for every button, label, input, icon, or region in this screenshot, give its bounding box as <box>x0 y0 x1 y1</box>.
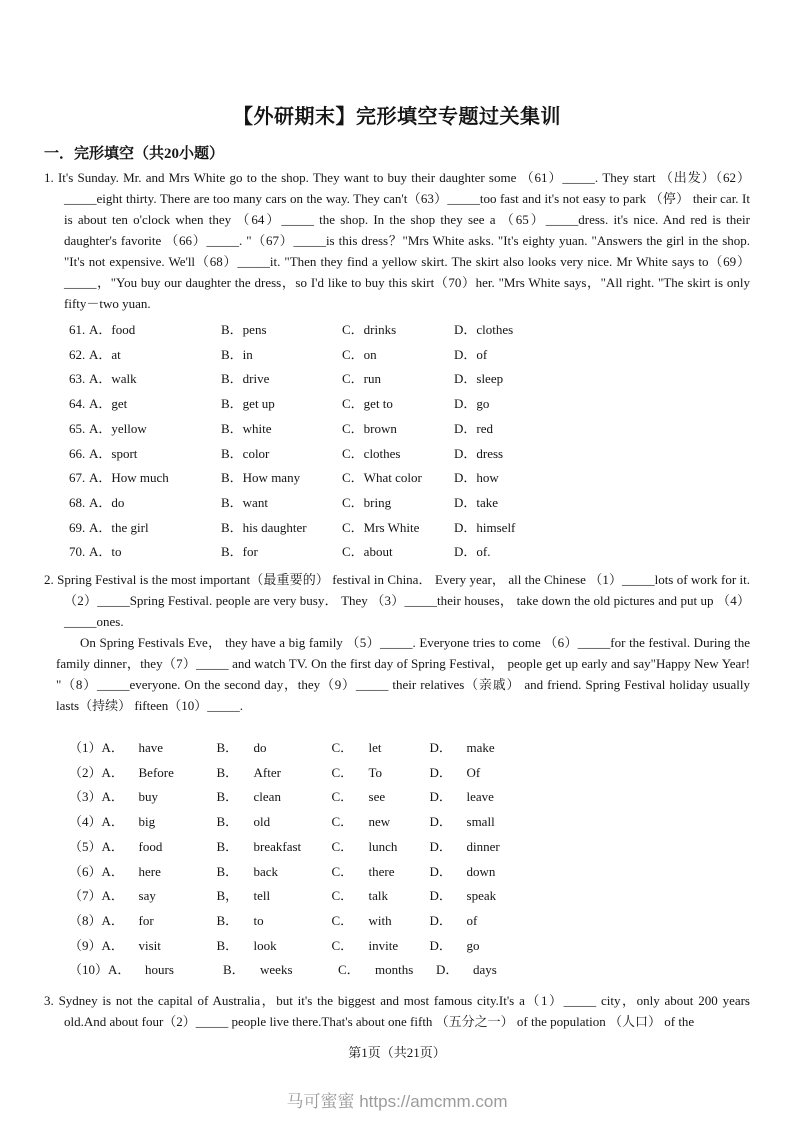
section-heading: 一．完形填空（共20小题） <box>44 146 225 162</box>
option-choice <box>342 343 454 368</box>
option-letter: C． <box>342 519 364 535</box>
option-choice <box>89 392 221 417</box>
option-text: say <box>138 888 156 904</box>
passage-paragraph: 2. Spring Festival is the most important（最重要的） festival in China． Every year， all the Chinese （1）_____lots of work for it. （2）_____Spring Festival. people are very busy． They （3）_____their houses， take down the old pictures and put up （4）_____ones. <box>44 572 750 630</box>
option-text: drive <box>242 371 270 387</box>
option-number: （7） <box>69 888 102 904</box>
option-letter: D． <box>454 371 477 387</box>
option-choice <box>102 810 217 835</box>
option-letter: C． <box>338 962 360 978</box>
option-choice <box>89 442 221 467</box>
option-text: on <box>363 346 377 362</box>
option-text: visit <box>138 937 161 953</box>
option-text: here <box>138 863 161 879</box>
option-text: How many <box>242 470 301 486</box>
option-number: 68. <box>69 494 86 510</box>
option-choice <box>430 785 750 810</box>
option-letter: A． <box>101 912 124 928</box>
option-letter: A． <box>101 888 124 904</box>
option-choice <box>221 318 342 343</box>
option-text: get up <box>242 396 275 412</box>
option-text: brown <box>363 420 397 436</box>
option-choice <box>454 367 750 392</box>
option-text: talk <box>368 888 389 904</box>
option-text: get <box>111 396 128 412</box>
option-letter: A． <box>89 445 112 461</box>
option-choice <box>342 318 454 343</box>
option-letter: C． <box>342 420 364 436</box>
option-choice <box>332 736 430 761</box>
option-choice <box>342 417 454 442</box>
option-choice <box>221 343 342 368</box>
option-letter: B， <box>216 888 239 904</box>
option-choice <box>89 491 221 516</box>
option-text: Of <box>466 764 481 780</box>
option-choice <box>454 466 750 491</box>
option-letter: C． <box>331 863 354 879</box>
option-text: of. <box>476 544 491 560</box>
option-letter: B． <box>221 470 243 486</box>
option-text: clean <box>253 789 281 805</box>
option-number: 65. <box>69 420 86 436</box>
option-choice <box>436 958 750 983</box>
option-text: breakfast <box>253 838 302 854</box>
option-letter: D． <box>429 888 452 904</box>
option-text: old <box>253 814 271 830</box>
option-letter: D． <box>429 789 452 805</box>
passage-paragraph: On Spring Festivals Eve， they have a big family （5）_____. Everyone tries to come （6）_____for the festival. During the family dinner，they（7）_____ and watch TV. On the first day of Spring Festival， people get up early and say"Happy New Year! "（8）_____everyone. On the second day，they（9）_____ their relatives（亲戚） and friend. Spring Festival holiday usually lasts（持续） fifteen（10）_____. <box>56 635 750 714</box>
option-letter: B． <box>221 371 243 387</box>
option-row <box>69 491 750 516</box>
option-choice <box>430 860 750 885</box>
option-choice <box>217 909 332 934</box>
option-letter: A． <box>89 494 112 510</box>
passage-paragraph: 1. It's Sunday. Mr. and Mrs White go to the shop. They want to buy their daughter some （61）_____. They start （出发）（62）_____eight thirty. There are too many cars on the way. They can't（63）_____too fast and it's not easy to park （停） their car. It is about ten o'clock when they （64）_____ the shop. In the shop they see a （65）_____dress. it's nice. And red is their daughter's favorite （66）_____. "（67）_____is this dress？"Mrs White asks. "It's eighty yuan. "Answers the girl in the shop. "It's not expensive. We'll（68）_____it. "Then they find a yellow skirt. The skirt also looks very nice. Mr White says to（69）_____，"You buy our daughter the dress，so I'd like to buy this skirt（70）her. "Mrs White says，"All right. "The skirt is only fifty－two yuan. <box>44 170 750 311</box>
option-letter: A． <box>101 789 124 805</box>
option-row <box>69 442 750 467</box>
option-text: food <box>111 322 136 337</box>
option-row <box>69 958 750 983</box>
option-choice <box>217 835 332 860</box>
option-choice <box>454 491 750 516</box>
option-text: yellow <box>111 420 147 436</box>
option-letter: D． <box>429 814 452 830</box>
option-choice <box>454 392 750 417</box>
option-choice <box>430 810 750 835</box>
option-text: sport <box>111 445 138 461</box>
option-text: there <box>368 863 395 879</box>
option-letter: B． <box>221 519 243 535</box>
option-letter: B． <box>216 937 239 953</box>
option-choice <box>102 761 217 786</box>
options-grid-q1 <box>69 318 750 565</box>
option-choice <box>89 466 221 491</box>
option-text: weeks <box>260 962 293 978</box>
option-text: red <box>476 420 493 436</box>
option-number: （3） <box>69 789 102 805</box>
option-letter: A． <box>101 764 124 780</box>
option-row <box>69 736 750 761</box>
option-choice <box>102 785 217 810</box>
option-letter: A． <box>101 937 124 953</box>
option-choice <box>221 392 342 417</box>
option-choice <box>332 835 430 860</box>
option-row <box>69 934 750 959</box>
option-row <box>69 909 750 934</box>
option-row <box>69 810 750 835</box>
option-text: of <box>466 912 478 928</box>
option-letter: B． <box>221 445 243 461</box>
option-choice <box>342 491 454 516</box>
passage-paragraph: 3. Sydney is not the capital of Australia，but it's the biggest and most famous city.It's a（1）_____ city，only about 200 years old.And about four（2）_____ people live there.That's about one fifth （五分之一） of the population （人口） of the <box>44 993 750 1030</box>
option-text: do <box>111 494 125 510</box>
option-text: how <box>476 470 499 486</box>
option-choice <box>430 835 750 860</box>
option-text: buy <box>138 789 159 805</box>
option-letter: B． <box>216 863 239 879</box>
question-2 <box>44 569 750 983</box>
option-letter: A． <box>89 396 112 412</box>
option-text: hours <box>145 962 174 978</box>
option-text: new <box>368 814 391 830</box>
option-number: 62. <box>69 346 86 362</box>
option-text: food <box>138 838 163 854</box>
option-letter: B． <box>216 740 239 756</box>
option-row <box>69 343 750 368</box>
option-row <box>69 540 750 565</box>
option-number: （9） <box>69 937 102 953</box>
option-number: 69. <box>69 519 86 535</box>
option-letter: B． <box>221 420 243 436</box>
option-text: in <box>242 346 253 362</box>
option-letter: D． <box>436 962 459 978</box>
option-choice <box>454 417 750 442</box>
option-text: clothes <box>476 322 514 337</box>
option-choice <box>454 540 750 565</box>
option-letter: C． <box>331 814 354 830</box>
option-number: 70. <box>69 544 86 560</box>
options-grid-q2 <box>69 736 750 983</box>
option-text: What color <box>363 470 422 486</box>
option-number: 63. <box>69 371 86 387</box>
option-text: of <box>476 346 488 362</box>
option-choice <box>430 909 750 934</box>
option-number: （8） <box>69 912 102 928</box>
option-text: see <box>368 789 386 805</box>
option-choice <box>108 958 223 983</box>
option-choice <box>89 417 221 442</box>
option-choice <box>217 761 332 786</box>
option-choice <box>221 491 342 516</box>
option-text: walk <box>111 371 137 387</box>
option-text: small <box>466 814 495 830</box>
option-number: 64. <box>69 396 86 412</box>
option-text: let <box>368 740 382 756</box>
option-letter: C． <box>342 470 364 486</box>
option-text: white <box>242 420 272 436</box>
option-number: 67. <box>69 470 86 486</box>
option-letter: C． <box>331 912 354 928</box>
option-choice <box>332 810 430 835</box>
option-letter: B． <box>221 396 243 412</box>
option-choice <box>89 516 221 541</box>
option-letter: D． <box>429 740 452 756</box>
option-number: （5） <box>69 838 102 854</box>
option-choice <box>338 958 436 983</box>
option-text: leave <box>466 789 494 805</box>
option-row <box>69 835 750 860</box>
option-letter: A． <box>89 346 112 362</box>
option-number: 66. <box>69 445 86 461</box>
option-letter: B． <box>221 322 243 337</box>
option-choice <box>89 540 221 565</box>
option-row <box>69 417 750 442</box>
option-letter: D． <box>429 764 452 780</box>
option-letter: A． <box>101 740 124 756</box>
option-letter: D． <box>454 494 477 510</box>
option-letter: D． <box>429 838 452 854</box>
question-3 <box>44 990 750 1032</box>
option-choice <box>332 884 430 909</box>
option-text: run <box>363 371 382 387</box>
option-row <box>69 884 750 909</box>
option-choice <box>454 442 750 467</box>
option-text: about <box>363 544 393 560</box>
option-choice <box>430 884 750 909</box>
option-text: do <box>253 740 267 756</box>
option-row <box>69 860 750 885</box>
option-letter: A． <box>89 322 112 337</box>
option-letter: D． <box>454 396 477 412</box>
option-text: sleep <box>476 371 504 387</box>
option-row <box>69 367 750 392</box>
option-letter: C． <box>331 937 354 953</box>
option-choice <box>102 884 217 909</box>
option-text: go <box>466 937 480 953</box>
option-choice <box>342 442 454 467</box>
option-letter: D． <box>454 420 477 436</box>
option-letter: D． <box>454 445 477 461</box>
option-text: for <box>138 912 154 928</box>
option-text: big <box>138 814 156 830</box>
option-text: back <box>253 863 279 879</box>
option-choice <box>217 736 332 761</box>
option-letter: B． <box>216 838 239 854</box>
option-text: at <box>111 346 121 362</box>
option-choice <box>223 958 338 983</box>
option-text: his daughter <box>242 519 307 535</box>
option-letter: C． <box>331 764 354 780</box>
option-choice <box>221 540 342 565</box>
option-letter: B． <box>216 789 239 805</box>
option-letter: C． <box>342 544 364 560</box>
question-1 <box>44 167 750 565</box>
page-number: 第1页（共21页） <box>348 1045 446 1061</box>
option-choice <box>454 343 750 368</box>
option-text: make <box>466 740 495 756</box>
option-letter: B． <box>216 912 239 928</box>
option-number: （10） <box>69 962 109 978</box>
option-choice <box>89 343 221 368</box>
option-letter: C． <box>342 494 364 510</box>
option-text: the girl <box>111 519 149 535</box>
option-letter: B． <box>221 544 243 560</box>
option-number: （2） <box>69 764 102 780</box>
option-letter: B． <box>221 346 243 362</box>
option-letter: A． <box>89 371 112 387</box>
option-choice <box>332 860 430 885</box>
option-letter: C． <box>342 346 364 362</box>
option-choice <box>342 466 454 491</box>
option-row <box>69 318 750 343</box>
option-text: lunch <box>368 838 398 854</box>
option-letter: A． <box>89 420 112 436</box>
option-choice <box>332 934 430 959</box>
option-choice <box>332 909 430 934</box>
option-letter: D． <box>454 470 477 486</box>
option-text: get to <box>363 396 393 412</box>
option-number: （4） <box>69 814 102 830</box>
option-text: want <box>242 494 268 510</box>
option-choice <box>342 540 454 565</box>
option-text: dinner <box>466 838 500 854</box>
option-letter: C． <box>331 740 354 756</box>
option-letter: B． <box>223 962 245 978</box>
option-text: for <box>242 544 258 560</box>
option-text: color <box>242 445 270 461</box>
option-text: bring <box>363 494 392 510</box>
option-row <box>69 466 750 491</box>
option-choice <box>332 785 430 810</box>
option-choice <box>430 761 750 786</box>
option-row <box>69 392 750 417</box>
option-choice <box>102 860 217 885</box>
option-choice <box>217 860 332 885</box>
option-text: How much <box>111 470 169 486</box>
option-text: take <box>476 494 499 510</box>
option-letter: D． <box>429 912 452 928</box>
option-choice <box>217 934 332 959</box>
option-choice <box>102 835 217 860</box>
option-number: 61. <box>69 322 86 337</box>
option-choice <box>430 736 750 761</box>
option-text: days <box>473 962 497 978</box>
option-choice <box>430 934 750 959</box>
option-letter: D． <box>454 544 477 560</box>
option-row <box>69 761 750 786</box>
option-letter: C． <box>342 396 364 412</box>
option-text: Before <box>138 764 174 780</box>
option-text: go <box>476 396 490 412</box>
option-text: down <box>466 863 496 879</box>
option-letter: A． <box>101 838 124 854</box>
watermark-link: 马可蜜蜜 https://amcmm.com <box>286 1092 508 1112</box>
option-text: After <box>253 764 281 780</box>
option-letter: D． <box>429 937 452 953</box>
option-letter: B． <box>216 814 239 830</box>
option-row <box>69 785 750 810</box>
option-choice <box>217 884 332 909</box>
option-letter: A． <box>89 544 112 560</box>
option-text: have <box>138 740 164 756</box>
option-text: look <box>253 937 277 953</box>
option-choice <box>102 934 217 959</box>
option-letter: C． <box>342 371 364 387</box>
option-letter: D． <box>454 519 477 535</box>
option-text: To <box>368 764 383 780</box>
option-letter: A． <box>89 470 112 486</box>
option-number: （6） <box>69 863 102 879</box>
option-text: drinks <box>363 322 397 337</box>
option-text: himself <box>476 519 516 535</box>
option-text: pens <box>242 322 267 337</box>
option-letter: A． <box>108 962 131 978</box>
option-letter: C． <box>331 888 354 904</box>
option-choice <box>342 516 454 541</box>
option-letter: D． <box>429 863 452 879</box>
option-text: with <box>368 912 392 928</box>
document-title: 【外研期末】完形填空专题过关集训 <box>233 106 561 128</box>
option-letter: D． <box>454 346 477 362</box>
option-number: （1） <box>69 740 102 756</box>
option-choice <box>221 417 342 442</box>
option-text: Mrs White <box>363 519 420 535</box>
option-choice <box>332 761 430 786</box>
option-text: tell <box>253 888 271 904</box>
option-text: invite <box>368 937 399 953</box>
option-letter: C． <box>331 838 354 854</box>
option-letter: C． <box>342 445 364 461</box>
option-choice <box>221 442 342 467</box>
option-text: speak <box>466 888 497 904</box>
option-choice <box>221 516 342 541</box>
option-choice <box>89 367 221 392</box>
option-letter: C． <box>342 322 364 337</box>
option-letter: C． <box>331 789 354 805</box>
option-choice <box>221 367 342 392</box>
option-choice <box>342 392 454 417</box>
option-choice <box>102 909 217 934</box>
option-choice <box>221 466 342 491</box>
option-text: to <box>253 912 264 928</box>
option-letter: A． <box>101 814 124 830</box>
option-choice <box>89 318 221 343</box>
option-choice <box>217 810 332 835</box>
option-letter: B． <box>221 494 243 510</box>
option-text: months <box>375 962 414 978</box>
option-letter: A． <box>101 863 124 879</box>
option-choice <box>217 785 332 810</box>
option-letter: A． <box>89 519 112 535</box>
option-letter: D． <box>454 322 477 337</box>
option-text: clothes <box>363 445 401 461</box>
option-choice <box>102 736 217 761</box>
option-choice <box>342 367 454 392</box>
option-row <box>69 516 750 541</box>
option-choice <box>454 516 750 541</box>
option-text: to <box>111 544 122 560</box>
option-letter: B． <box>216 764 239 780</box>
option-text: dress <box>476 445 504 461</box>
option-choice <box>454 318 750 343</box>
